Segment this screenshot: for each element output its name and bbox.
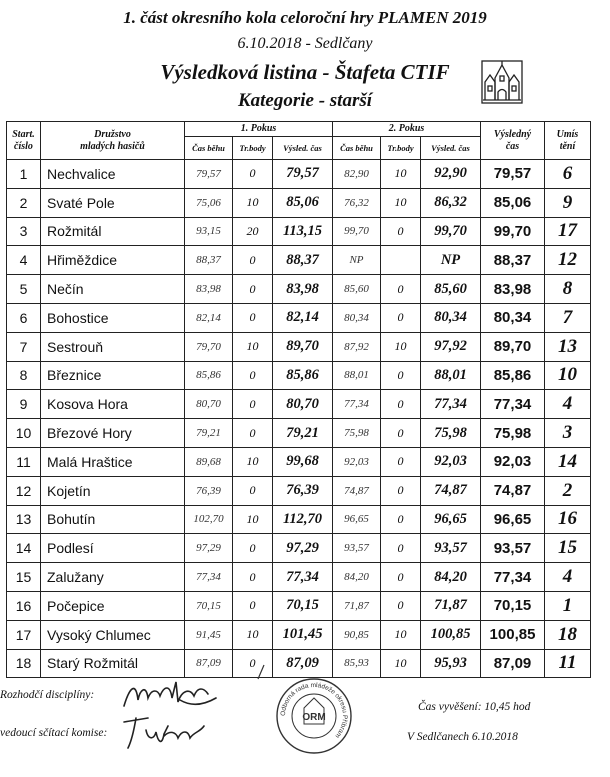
run-time-1-cell: 88,37 xyxy=(185,246,233,275)
team-name-cell: Březnice xyxy=(41,361,185,390)
result-time-2-cell: 80,34 xyxy=(421,303,481,332)
run-time-2-cell: 74,87 xyxy=(333,476,381,505)
penalty-2-cell: 0 xyxy=(381,447,421,476)
penalty-1-cell: 10 xyxy=(233,505,273,534)
penalty-2-cell: 10 xyxy=(381,160,421,189)
document-title: Výsledková listina - Štafeta CTIF xyxy=(160,60,450,84)
coat-of-arms-icon xyxy=(481,60,523,104)
start-number-cell: 11 xyxy=(7,447,41,476)
team-name-cell: Vysoký Chlumec xyxy=(41,620,185,649)
table-row xyxy=(7,217,591,246)
table-row xyxy=(7,447,591,476)
result-time-2-cell: 77,34 xyxy=(421,390,481,419)
result-time-1-cell: 80,70 xyxy=(273,390,333,419)
penalty-2-cell: 10 xyxy=(381,332,421,361)
final-time-cell: 87,09 xyxy=(481,649,545,678)
penalty-1-cell: 0 xyxy=(233,649,273,678)
final-time-cell: 75,98 xyxy=(481,419,545,448)
table-row xyxy=(7,246,591,275)
start-number-cell: 13 xyxy=(7,505,41,534)
result-time-1-cell: 112,70 xyxy=(273,505,333,534)
penalty-1-cell: 0 xyxy=(233,534,273,563)
rank-cell: 8 xyxy=(545,275,591,304)
rank-cell: 16 xyxy=(545,505,591,534)
team-name-cell: Kojetín xyxy=(41,476,185,505)
rank-cell: 12 xyxy=(545,246,591,275)
penalty-1-cell: 10 xyxy=(233,620,273,649)
rank-cell: 6 xyxy=(545,160,591,189)
table-row xyxy=(7,591,591,620)
table-row xyxy=(7,649,591,678)
rank-cell: 10 xyxy=(545,361,591,390)
penalty-2-cell: 0 xyxy=(381,303,421,332)
penalty-2-cell: 0 xyxy=(381,476,421,505)
header-rank: Umís tění xyxy=(545,122,591,160)
result-time-1-cell: 79,57 xyxy=(273,160,333,189)
run-time-1-cell: 97,29 xyxy=(185,534,233,563)
final-time-cell: 89,70 xyxy=(481,332,545,361)
rank-cell: 18 xyxy=(545,620,591,649)
penalty-1-cell: 10 xyxy=(233,332,273,361)
team-name-cell: Nečín xyxy=(41,275,185,304)
team-name-cell: Svaté Pole xyxy=(41,188,185,217)
result-time-2-cell: 84,20 xyxy=(421,563,481,592)
result-time-2-cell: 74,87 xyxy=(421,476,481,505)
run-time-2-cell: 75,98 xyxy=(333,419,381,448)
penalty-1-cell: 10 xyxy=(233,447,273,476)
result-time-1-cell: 79,21 xyxy=(273,419,333,448)
result-time-1-cell: 70,15 xyxy=(273,591,333,620)
commission-head-label: vedoucí sčítací komise: xyxy=(0,727,108,739)
run-time-1-cell: 87,09 xyxy=(185,649,233,678)
result-time-1-cell: 83,98 xyxy=(273,275,333,304)
final-time-cell: 88,37 xyxy=(481,246,545,275)
table-row xyxy=(7,160,591,189)
run-time-1-cell: 102,70 xyxy=(185,505,233,534)
penalty-1-cell: 0 xyxy=(233,419,273,448)
commission-head-signature xyxy=(118,712,210,752)
header-attempt-1: 1. Pokus xyxy=(185,122,333,137)
final-time-cell: 93,57 xyxy=(481,534,545,563)
table-row xyxy=(7,563,591,592)
result-time-2-cell: 88,01 xyxy=(421,361,481,390)
run-time-1-cell: 83,98 xyxy=(185,275,233,304)
rank-cell: 4 xyxy=(545,390,591,419)
penalty-1-cell: 0 xyxy=(233,361,273,390)
results-table xyxy=(6,121,591,678)
penalty-1-cell: 0 xyxy=(233,476,273,505)
team-name-cell: Podlesí xyxy=(41,534,185,563)
result-time-1-cell: 82,14 xyxy=(273,303,333,332)
table-row xyxy=(7,188,591,217)
penalty-2-cell: 0 xyxy=(381,534,421,563)
result-time-2-cell: NP xyxy=(421,246,481,275)
start-number-cell: 16 xyxy=(7,591,41,620)
start-number-cell: 5 xyxy=(7,275,41,304)
penalty-2-cell: 0 xyxy=(381,419,421,448)
penalty-1-cell: 0 xyxy=(233,390,273,419)
result-time-2-cell: 93,57 xyxy=(421,534,481,563)
penalty-2-cell: 10 xyxy=(381,620,421,649)
result-time-2-cell: 97,92 xyxy=(421,332,481,361)
result-time-1-cell: 89,70 xyxy=(273,332,333,361)
header-run-time-1: Čas běhu xyxy=(185,137,233,160)
start-number-cell: 17 xyxy=(7,620,41,649)
table-row xyxy=(7,303,591,332)
result-time-2-cell: 71,87 xyxy=(421,591,481,620)
pen-mark xyxy=(255,664,267,680)
result-time-2-cell: 96,65 xyxy=(421,505,481,534)
run-time-1-cell: 80,70 xyxy=(185,390,233,419)
run-time-1-cell: 89,68 xyxy=(185,447,233,476)
team-name-cell: Kosova Hora xyxy=(41,390,185,419)
team-name-cell: Malá Hraštice xyxy=(41,447,185,476)
run-time-2-cell: 77,34 xyxy=(333,390,381,419)
competition-date: 6.10.2018 - Sedlčany xyxy=(237,35,373,52)
run-time-2-cell: 85,93 xyxy=(333,649,381,678)
result-time-1-cell: 97,29 xyxy=(273,534,333,563)
final-time-cell: 85,86 xyxy=(481,361,545,390)
run-time-2-cell: 80,34 xyxy=(333,303,381,332)
result-time-1-cell: 76,39 xyxy=(273,476,333,505)
header-final-time: Výsledný čas xyxy=(481,122,545,160)
stamp-mark: ORM xyxy=(302,712,326,723)
team-name-cell: Hřiměždice xyxy=(41,246,185,275)
organization-stamp xyxy=(274,676,354,756)
start-number-cell: 14 xyxy=(7,534,41,563)
run-time-1-cell: 82,14 xyxy=(185,303,233,332)
team-name-cell: Sestrouň xyxy=(41,332,185,361)
rank-cell: 11 xyxy=(545,649,591,678)
run-time-2-cell: 96,65 xyxy=(333,505,381,534)
competition-title: 1. část okresního kola celoroční hry PLAMEN 2019 xyxy=(123,8,487,27)
penalty-1-cell: 0 xyxy=(233,246,273,275)
run-time-1-cell: 91,45 xyxy=(185,620,233,649)
rank-cell: 14 xyxy=(545,447,591,476)
start-number-cell: 12 xyxy=(7,476,41,505)
judge-signature xyxy=(120,676,220,714)
start-number-cell: 9 xyxy=(7,390,41,419)
result-time-1-cell: 101,45 xyxy=(273,620,333,649)
result-time-2-cell: 95,93 xyxy=(421,649,481,678)
final-time-cell: 85,06 xyxy=(481,188,545,217)
penalty-1-cell: 0 xyxy=(233,160,273,189)
final-time-cell: 83,98 xyxy=(481,275,545,304)
header-attempt-2: 2. Pokus xyxy=(333,122,481,137)
start-number-cell: 7 xyxy=(7,332,41,361)
rank-cell: 4 xyxy=(545,563,591,592)
table-row xyxy=(7,534,591,563)
penalty-2-cell: 0 xyxy=(381,275,421,304)
rank-cell: 13 xyxy=(545,332,591,361)
judge-label: Rozhodčí disciplíny: xyxy=(0,689,95,701)
run-time-1-cell: 79,70 xyxy=(185,332,233,361)
result-time-2-cell: 85,60 xyxy=(421,275,481,304)
header-result-time-1: Výsled. čas xyxy=(273,137,333,160)
run-time-2-cell: NP xyxy=(333,246,381,275)
penalty-1-cell: 0 xyxy=(233,303,273,332)
result-time-2-cell: 99,70 xyxy=(421,217,481,246)
start-number-cell: 8 xyxy=(7,361,41,390)
rank-cell: 17 xyxy=(545,217,591,246)
run-time-2-cell: 85,60 xyxy=(333,275,381,304)
publication-time: Čas vyvěšení: 10,45 hod xyxy=(418,701,531,713)
rank-cell: 1 xyxy=(545,591,591,620)
penalty-1-cell: 0 xyxy=(233,563,273,592)
svg-text:Odborná rada mládeže okresu Př xyxy=(280,682,348,739)
result-time-1-cell: 87,09 xyxy=(273,649,333,678)
final-time-cell: 79,57 xyxy=(481,160,545,189)
table-row xyxy=(7,419,591,448)
penalty-2-cell: 0 xyxy=(381,390,421,419)
header-penalty-1: Tr.body xyxy=(233,137,273,160)
publication-place-date: V Sedlčanech 6.10.2018 xyxy=(407,731,518,743)
run-time-1-cell: 79,21 xyxy=(185,419,233,448)
run-time-1-cell: 70,15 xyxy=(185,591,233,620)
category-title: Kategorie - starší xyxy=(237,90,373,111)
rank-cell: 7 xyxy=(545,303,591,332)
team-name-cell: Rožmitál xyxy=(41,217,185,246)
run-time-2-cell: 99,70 xyxy=(333,217,381,246)
result-time-1-cell: 113,15 xyxy=(273,217,333,246)
penalty-2-cell: 0 xyxy=(381,563,421,592)
header-start-number: Start. číslo xyxy=(7,122,41,160)
result-time-1-cell: 77,34 xyxy=(273,563,333,592)
penalty-2-cell: 10 xyxy=(381,649,421,678)
result-time-2-cell: 86,32 xyxy=(421,188,481,217)
rank-cell: 15 xyxy=(545,534,591,563)
start-number-cell: 1 xyxy=(7,160,41,189)
run-time-2-cell: 92,03 xyxy=(333,447,381,476)
run-time-2-cell: 88,01 xyxy=(333,361,381,390)
final-time-cell: 99,70 xyxy=(481,217,545,246)
penalty-2-cell: 0 xyxy=(381,591,421,620)
header-team: Družstvo mladých hasičů xyxy=(41,122,185,160)
start-number-cell: 10 xyxy=(7,419,41,448)
run-time-1-cell: 93,15 xyxy=(185,217,233,246)
header-penalty-2: Tr.body xyxy=(381,137,421,160)
run-time-2-cell: 82,90 xyxy=(333,160,381,189)
team-name-cell: Březové Hory xyxy=(41,419,185,448)
rank-cell: 9 xyxy=(545,188,591,217)
penalty-2-cell: 0 xyxy=(381,505,421,534)
result-time-2-cell: 92,03 xyxy=(421,447,481,476)
team-name-cell: Zalužany xyxy=(41,563,185,592)
table-row xyxy=(7,332,591,361)
penalty-1-cell: 20 xyxy=(233,217,273,246)
run-time-1-cell: 85,86 xyxy=(185,361,233,390)
penalty-1-cell: 10 xyxy=(233,188,273,217)
run-time-1-cell: 76,39 xyxy=(185,476,233,505)
start-number-cell: 18 xyxy=(7,649,41,678)
start-number-cell: 15 xyxy=(7,563,41,592)
final-time-cell: 92,03 xyxy=(481,447,545,476)
final-time-cell: 77,34 xyxy=(481,390,545,419)
team-name-cell: Počepice xyxy=(41,591,185,620)
run-time-2-cell: 93,57 xyxy=(333,534,381,563)
result-time-1-cell: 88,37 xyxy=(273,246,333,275)
final-time-cell: 70,15 xyxy=(481,591,545,620)
result-time-1-cell: 99,68 xyxy=(273,447,333,476)
team-name-cell: Nechvalice xyxy=(41,160,185,189)
table-row xyxy=(7,505,591,534)
result-time-2-cell: 75,98 xyxy=(421,419,481,448)
run-time-1-cell: 79,57 xyxy=(185,160,233,189)
penalty-2-cell xyxy=(381,246,421,275)
stamp-text: Odborná rada mládeže okresu Příbram xyxy=(279,681,349,740)
final-time-cell: 80,34 xyxy=(481,303,545,332)
table-row xyxy=(7,275,591,304)
run-time-2-cell: 90,85 xyxy=(333,620,381,649)
result-time-2-cell: 92,90 xyxy=(421,160,481,189)
penalty-1-cell: 0 xyxy=(233,591,273,620)
result-time-2-cell: 100,85 xyxy=(421,620,481,649)
table-row xyxy=(7,476,591,505)
team-name-cell: Starý Rožmitál xyxy=(41,649,185,678)
team-name-cell: Bohostice xyxy=(41,303,185,332)
table-row xyxy=(7,620,591,649)
start-number-cell: 4 xyxy=(7,246,41,275)
result-time-1-cell: 85,06 xyxy=(273,188,333,217)
penalty-1-cell: 0 xyxy=(233,275,273,304)
final-time-cell: 100,85 xyxy=(481,620,545,649)
table-row xyxy=(7,390,591,419)
penalty-2-cell: 10 xyxy=(381,188,421,217)
run-time-2-cell: 87,92 xyxy=(333,332,381,361)
start-number-cell: 3 xyxy=(7,217,41,246)
header-result-time-2: Výsled. čas xyxy=(421,137,481,160)
run-time-2-cell: 84,20 xyxy=(333,563,381,592)
final-time-cell: 96,65 xyxy=(481,505,545,534)
final-time-cell: 74,87 xyxy=(481,476,545,505)
run-time-1-cell: 75,06 xyxy=(185,188,233,217)
start-number-cell: 6 xyxy=(7,303,41,332)
result-time-1-cell: 85,86 xyxy=(273,361,333,390)
start-number-cell: 2 xyxy=(7,188,41,217)
penalty-2-cell: 0 xyxy=(381,361,421,390)
header-run-time-2: Čas běhu xyxy=(333,137,381,160)
run-time-1-cell: 77,34 xyxy=(185,563,233,592)
rank-cell: 2 xyxy=(545,476,591,505)
run-time-2-cell: 71,87 xyxy=(333,591,381,620)
team-name-cell: Bohutín xyxy=(41,505,185,534)
table-row xyxy=(7,361,591,390)
final-time-cell: 77,34 xyxy=(481,563,545,592)
run-time-2-cell: 76,32 xyxy=(333,188,381,217)
penalty-2-cell: 0 xyxy=(381,217,421,246)
rank-cell: 3 xyxy=(545,419,591,448)
